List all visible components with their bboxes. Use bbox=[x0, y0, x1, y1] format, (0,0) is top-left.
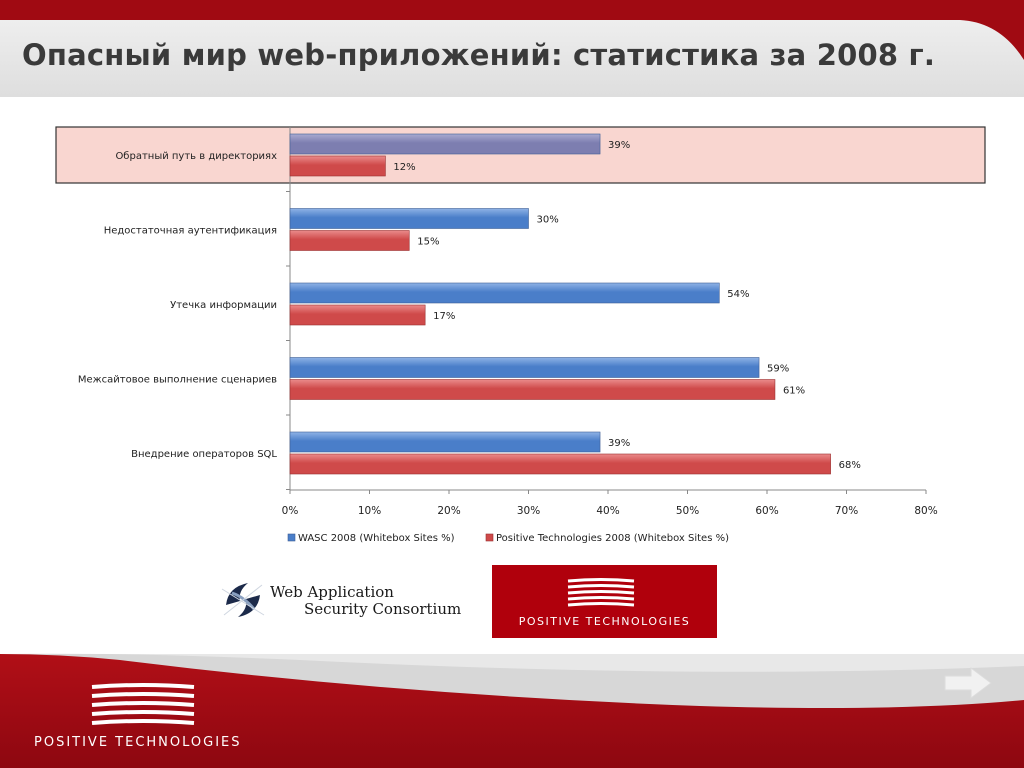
x-tick-label: 70% bbox=[834, 505, 859, 517]
category-label: Внедрение операторов SQL bbox=[131, 449, 277, 460]
footer-pt-stripes-icon bbox=[88, 683, 198, 731]
bar-wasc bbox=[290, 283, 719, 303]
x-tick-label: 0% bbox=[281, 505, 299, 517]
bar-wasc bbox=[290, 432, 600, 452]
x-tick-label: 40% bbox=[596, 505, 620, 517]
legend-label: Positive Technologies 2008 (Whitebox Sites %) bbox=[496, 533, 729, 544]
x-tick-label: 30% bbox=[516, 505, 541, 517]
wasc-logo-line1: Web Application bbox=[270, 583, 394, 601]
bar-pt bbox=[290, 156, 385, 176]
bar-pt bbox=[290, 231, 409, 251]
category-label: Межсайтовое выполнение сценариев bbox=[77, 374, 277, 386]
x-tick-label: 80% bbox=[914, 505, 938, 517]
legend-label: WASC 2008 (Whitebox Sites %) bbox=[298, 533, 455, 544]
bar-wasc bbox=[290, 209, 529, 229]
arrow-right-icon[interactable] bbox=[943, 666, 993, 700]
bar-wasc bbox=[290, 134, 600, 154]
wasc-swirl-icon bbox=[218, 575, 268, 625]
bar-pt bbox=[290, 454, 831, 474]
data-label: 15% bbox=[417, 236, 440, 248]
x-tick-label: 50% bbox=[675, 505, 700, 517]
data-label: 54% bbox=[727, 289, 750, 300]
bar-wasc bbox=[290, 358, 759, 378]
slide-title: Опасный мир web-приложений: статистика за 2008 г. bbox=[22, 38, 936, 72]
data-label: 30% bbox=[536, 214, 559, 226]
data-label: 12% bbox=[393, 162, 416, 173]
bar-pt bbox=[290, 305, 425, 325]
wasc-logo bbox=[270, 584, 461, 618]
pt-logo-text: POSITIVE TECHNOLOGIES bbox=[518, 615, 691, 628]
legend-swatch bbox=[288, 534, 295, 541]
data-label: 39% bbox=[608, 438, 631, 449]
data-label: 61% bbox=[782, 385, 806, 397]
category-label: Недостаточная аутентификация bbox=[103, 225, 277, 237]
bar-pt bbox=[290, 380, 775, 400]
data-label: 39% bbox=[608, 140, 631, 151]
legend-swatch bbox=[486, 534, 493, 541]
x-tick-label: 20% bbox=[437, 505, 461, 517]
data-label: 59% bbox=[767, 363, 790, 375]
wasc-logo-line2: Security Consortium bbox=[304, 600, 462, 618]
x-tick-label: 60% bbox=[755, 505, 779, 517]
pt-stripes-icon bbox=[566, 578, 636, 610]
data-label: 17% bbox=[433, 311, 456, 322]
x-tick-label: 10% bbox=[357, 505, 382, 517]
data-label: 68% bbox=[838, 460, 861, 471]
category-label: Обратный путь в директориях bbox=[115, 151, 277, 162]
category-label: Утечка информации bbox=[170, 300, 277, 311]
footer-brand-text: POSITIVE TECHNOLOGIES bbox=[34, 735, 242, 750]
